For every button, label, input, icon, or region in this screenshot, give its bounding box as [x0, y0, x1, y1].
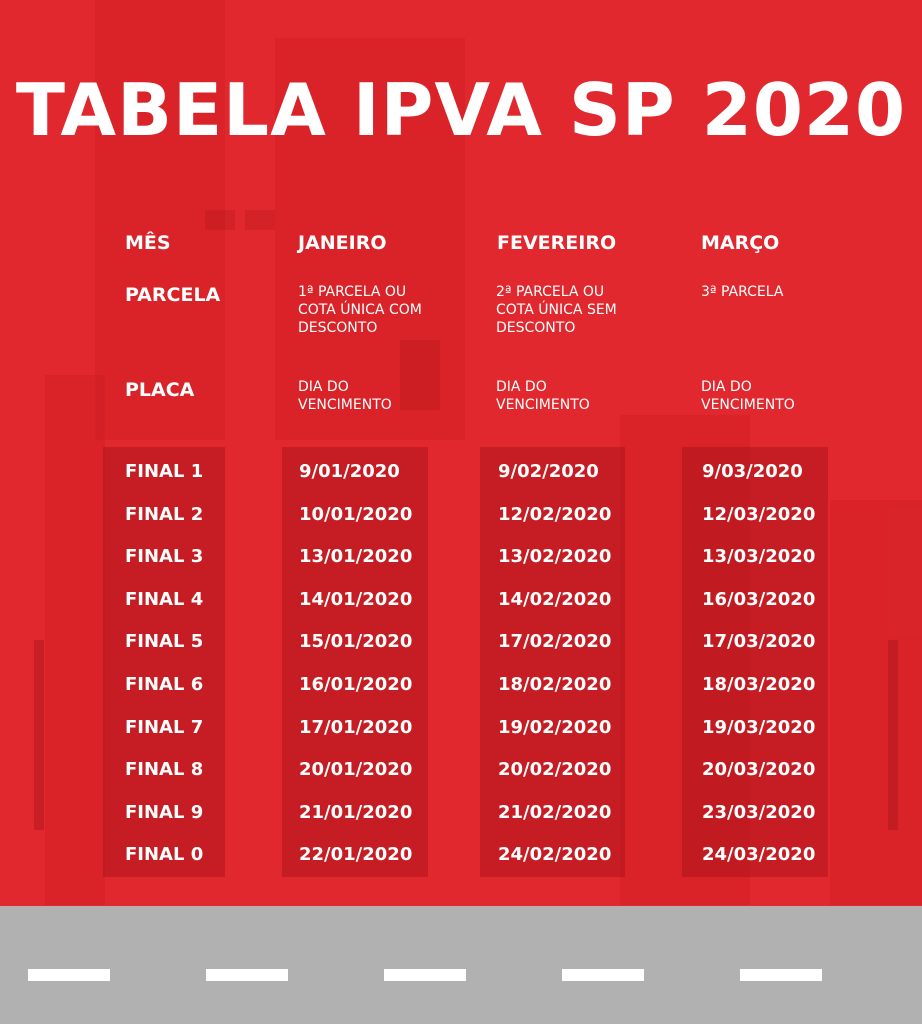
table-row	[0, 674, 922, 704]
row-placa: FINAL 8	[125, 759, 204, 780]
background-window	[400, 340, 440, 410]
row-placa: FINAL 5	[125, 631, 204, 652]
background-window	[205, 210, 235, 230]
parcela-line: 1ª PARCELA OU	[298, 284, 407, 300]
row-date-marco: 9/03/2020	[702, 461, 803, 482]
row-placa: FINAL 4	[125, 589, 204, 610]
row-date-janeiro: 22/01/2020	[299, 844, 413, 865]
table-row	[0, 589, 922, 619]
row-date-marco: 16/03/2020	[702, 589, 816, 610]
row-date-fevereiro: 13/02/2020	[498, 546, 612, 567]
header-mes-label: MÊS	[125, 232, 171, 254]
placa-line: VENCIMENTO	[496, 397, 590, 413]
placa-line: VENCIMENTO	[298, 397, 392, 413]
road-lane-marking	[206, 969, 288, 981]
row-date-marco: 18/03/2020	[702, 674, 816, 695]
header-month-fevereiro: FEVEREIRO	[497, 232, 617, 254]
row-date-janeiro: 17/01/2020	[299, 717, 413, 738]
table-row	[0, 844, 922, 874]
row-placa: FINAL 1	[125, 461, 204, 482]
row-date-fevereiro: 9/02/2020	[498, 461, 599, 482]
placa-line: DIA DO	[496, 379, 547, 395]
row-placa: FINAL 9	[125, 802, 204, 823]
parcela-line: 2ª PARCELA OU	[496, 284, 605, 300]
row-date-fevereiro: 18/02/2020	[498, 674, 612, 695]
parcela-line: DESCONTO	[298, 320, 378, 336]
parcela-line: COTA ÚNICA COM	[298, 302, 422, 318]
placa-line: DIA DO	[298, 379, 349, 395]
row-date-janeiro: 9/01/2020	[299, 461, 400, 482]
row-date-fevereiro: 14/02/2020	[498, 589, 612, 610]
road	[0, 906, 922, 1024]
row-date-janeiro: 16/01/2020	[299, 674, 413, 695]
placa-line: DIA DO	[701, 379, 752, 395]
header-month-marco: MARÇO	[701, 232, 780, 254]
row-date-janeiro: 20/01/2020	[299, 759, 413, 780]
row-date-marco: 20/03/2020	[702, 759, 816, 780]
row-date-marco: 17/03/2020	[702, 631, 816, 652]
row-placa: FINAL 3	[125, 546, 204, 567]
row-date-fevereiro: 21/02/2020	[498, 802, 612, 823]
placa-marco	[701, 378, 795, 414]
table-row	[0, 802, 922, 832]
header-parcela-label: PARCELA	[125, 284, 221, 306]
road-lane-marking	[562, 969, 644, 981]
row-date-janeiro: 10/01/2020	[299, 504, 413, 525]
row-date-marco: 12/03/2020	[702, 504, 816, 525]
road-lane-marking	[384, 969, 466, 981]
parcela-line: DESCONTO	[496, 320, 576, 336]
row-date-marco: 13/03/2020	[702, 546, 816, 567]
page-title: TABELA IPVA SP 2020	[15, 68, 907, 152]
background-window	[245, 210, 275, 230]
row-placa: FINAL 6	[125, 674, 204, 695]
parcela-janeiro	[298, 283, 422, 337]
row-date-fevereiro: 12/02/2020	[498, 504, 612, 525]
row-date-janeiro: 15/01/2020	[299, 631, 413, 652]
row-placa: FINAL 0	[125, 844, 204, 865]
road-lane-marking	[28, 969, 110, 981]
road-lane-marking	[740, 969, 822, 981]
row-date-janeiro: 14/01/2020	[299, 589, 413, 610]
parcela-line: 3ª PARCELA	[701, 284, 784, 300]
row-placa: FINAL 2	[125, 504, 204, 525]
row-date-janeiro: 21/01/2020	[299, 802, 413, 823]
table-row	[0, 546, 922, 576]
row-date-marco: 24/03/2020	[702, 844, 816, 865]
row-date-fevereiro: 19/02/2020	[498, 717, 612, 738]
row-date-fevereiro: 20/02/2020	[498, 759, 612, 780]
table-row	[0, 717, 922, 747]
table-row	[0, 504, 922, 534]
table-row	[0, 631, 922, 661]
row-date-fevereiro: 17/02/2020	[498, 631, 612, 652]
row-date-janeiro: 13/01/2020	[299, 546, 413, 567]
header-placa-label: PLACA	[125, 379, 195, 401]
parcela-fevereiro	[496, 283, 617, 337]
table-row	[0, 759, 922, 789]
parcela-marco	[701, 283, 783, 301]
row-placa: FINAL 7	[125, 717, 204, 738]
placa-line: VENCIMENTO	[701, 397, 795, 413]
placa-fevereiro	[496, 378, 590, 414]
placa-janeiro	[298, 378, 392, 414]
row-date-marco: 23/03/2020	[702, 802, 816, 823]
header-month-janeiro: JANEIRO	[298, 232, 387, 254]
row-date-fevereiro: 24/02/2020	[498, 844, 612, 865]
parcela-line: COTA ÚNICA SEM	[496, 302, 617, 318]
row-date-marco: 19/03/2020	[702, 717, 816, 738]
table-row	[0, 461, 922, 491]
